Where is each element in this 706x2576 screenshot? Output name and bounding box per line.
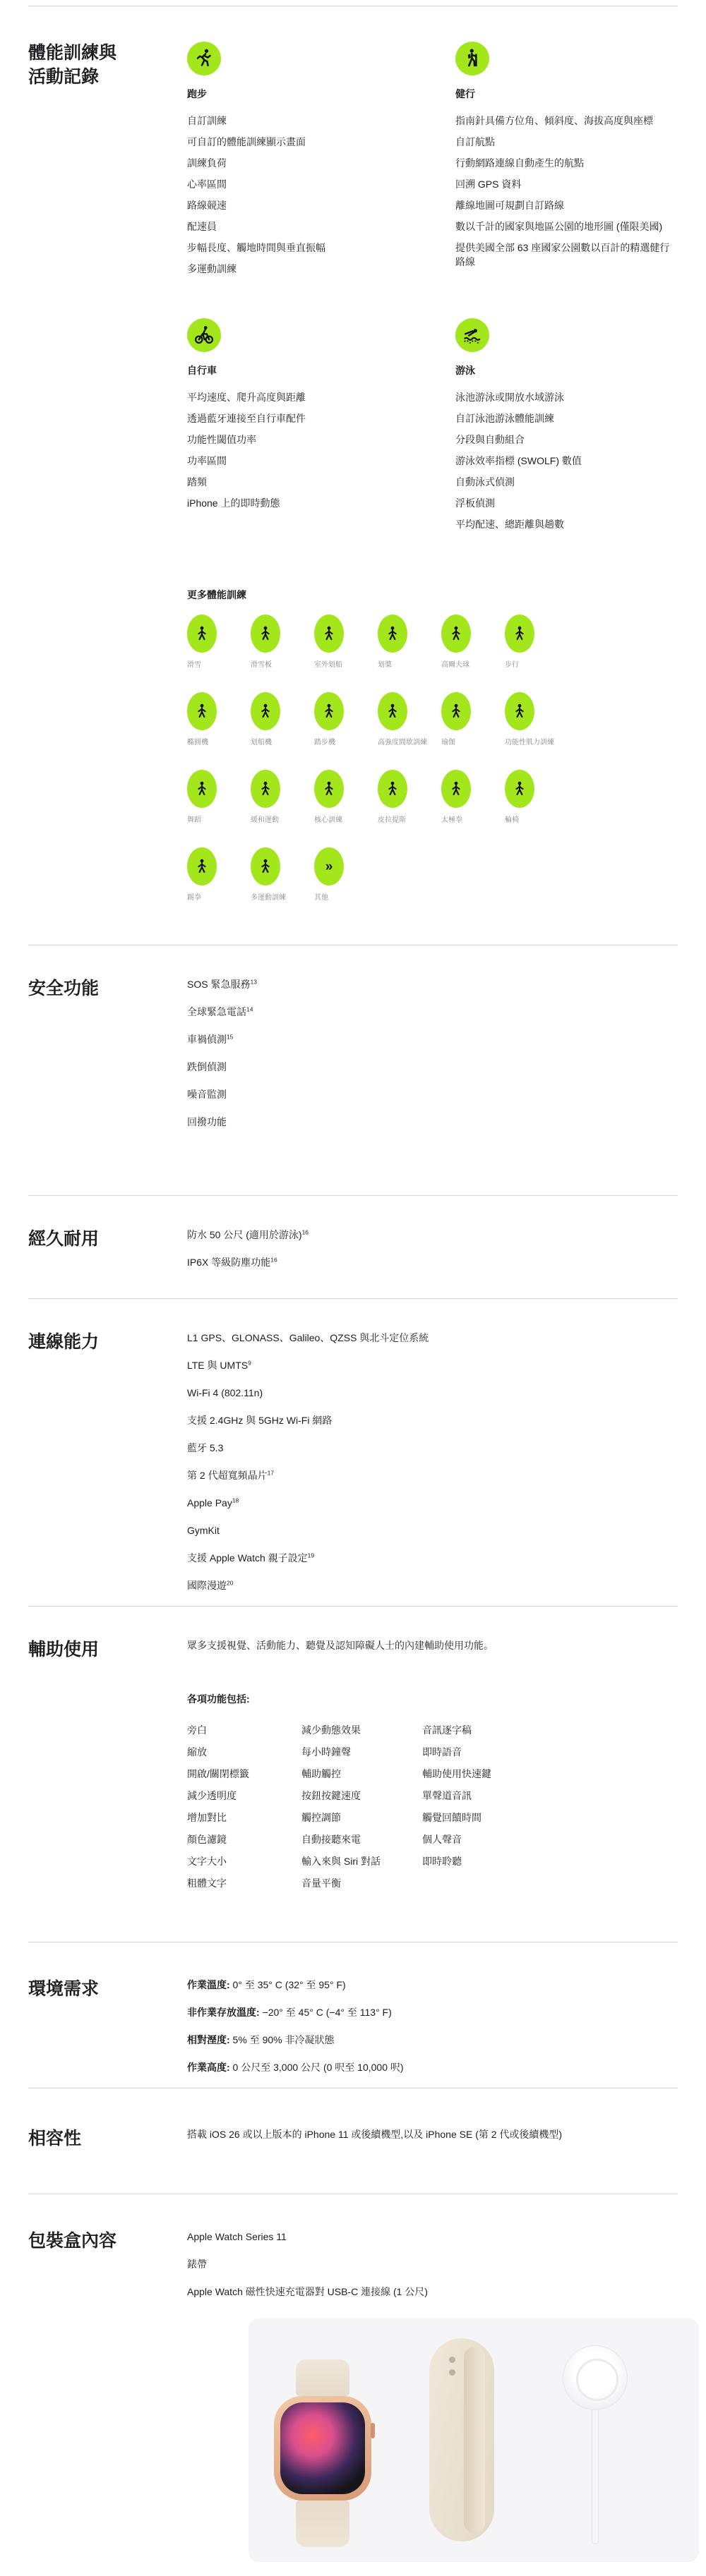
workout-type <box>441 692 505 747</box>
workout-type <box>505 692 568 747</box>
workout-feature: 泳池游泳或開放水域游泳 <box>455 392 564 403</box>
environment-list <box>187 1978 678 2088</box>
section-compatibility <box>28 2088 678 2194</box>
accessibility-feature: 縮放 <box>187 1746 207 1758</box>
workout-type-label: 瑜伽 <box>441 739 455 746</box>
workout-type-label: 緩和運動 <box>251 816 279 824</box>
safety-list <box>187 977 678 1142</box>
paddling-icon <box>378 615 407 653</box>
workout-feature-list <box>187 114 455 276</box>
durability-list <box>187 1228 678 1283</box>
accessibility-feature: 增加對比 <box>187 1812 227 1823</box>
box-item: Apple Watch 磁性快速充電器對 USB-C 連接線 (1 公尺) <box>187 2285 428 2297</box>
spec-item: GymKit <box>187 1525 220 1536</box>
workout-type-label: 功能性肌力訓練 <box>505 739 554 746</box>
workout-feature-list <box>455 390 678 531</box>
accessibility-column-2 <box>301 1723 422 1898</box>
spec-item: 跌倒偵測 <box>187 1061 227 1072</box>
workout-type-label: 舞蹈 <box>187 816 201 824</box>
accessibility-feature: 按鈕按鍵速度 <box>301 1790 361 1801</box>
walking-icon <box>505 615 534 653</box>
kickboxing-icon <box>187 847 217 885</box>
core-training-icon <box>314 770 344 808</box>
section-durability <box>28 1195 678 1298</box>
accessibility-feature: 即時聆聽 <box>422 1856 462 1867</box>
other-icon: » <box>314 847 344 885</box>
watch-case <box>274 2396 371 2501</box>
section-title-safety: 安全功能 <box>28 979 100 998</box>
outdoor-rowing-icon <box>314 615 344 653</box>
accessibility-grid <box>187 1723 678 1898</box>
hiit-icon <box>378 692 407 730</box>
workout-feature-list <box>455 114 678 269</box>
workout-group-running <box>187 42 455 283</box>
in-box-product-image <box>249 2318 699 2562</box>
environment-spec: 作業高度: 0 公尺至 3,000 公尺 (0 呎至 10,000 呎) <box>187 2062 404 2073</box>
ski-icon <box>187 615 217 653</box>
workout-feature: 心率區間 <box>187 179 227 190</box>
accessibility-feature: 個人聲音 <box>422 1834 462 1845</box>
spec-item: 車禍偵測$^{15}$ <box>187 1033 234 1045</box>
workout-type-label: 室外划船 <box>314 661 342 669</box>
workout-type <box>441 615 505 670</box>
footnote-marker: 19 <box>307 1552 315 1559</box>
workout-feature: 回溯 GPS 資料 <box>455 179 522 190</box>
accessibility-column-1 <box>187 1723 301 1898</box>
snowboard-icon <box>251 615 280 653</box>
workout-group-swimming <box>455 318 678 538</box>
workout-feature: iPhone 上的即時動態 <box>187 497 280 509</box>
connectivity-list <box>187 1331 678 1606</box>
section-environment <box>28 1942 678 2088</box>
wheelchair-icon <box>505 770 534 808</box>
spec-item: LTE 與 UMTS$^9$ <box>187 1359 251 1371</box>
apple-watch-image <box>274 2359 371 2547</box>
workout-type <box>251 770 314 825</box>
accessibility-feature: 觸控調節 <box>301 1812 341 1823</box>
band-image <box>429 2338 494 2541</box>
spec-item: SOS 緊急服務$^{13}$ <box>187 978 257 990</box>
workout-feature: 指南針具備方位角、傾斜度、海拔高度與座標 <box>455 115 653 126</box>
workout-group-title: 自行車 <box>187 365 217 376</box>
elliptical-icon <box>187 692 217 730</box>
section-accessibility <box>28 1606 678 1942</box>
spec-item: 回撥功能 <box>187 1116 227 1127</box>
workout-feature: 功能性閾值功率 <box>187 434 256 445</box>
section-title-in-box: 包裝盒內容 <box>28 2230 117 2251</box>
footnote-marker: 16 <box>270 1256 277 1264</box>
accessibility-feature: 自動接聽來電 <box>301 1834 361 1845</box>
workout-type <box>187 847 251 902</box>
section-title-workouts: 體能訓練與活動記錄 <box>28 43 117 87</box>
more-workouts-grid <box>187 615 678 902</box>
workout-group-cycling <box>187 318 455 538</box>
workout-feature: 平均配速、總距離與趟數 <box>455 519 564 530</box>
yoga-icon <box>441 692 471 730</box>
digital-crown <box>371 2423 375 2438</box>
spec-item: 支援 Apple Watch 親子設定$^{19}$ <box>187 1552 315 1564</box>
workout-type <box>187 770 251 825</box>
footnote-marker: 14 <box>246 1005 253 1013</box>
workout-feature: 透過藍牙連接至自行車配件 <box>187 413 306 424</box>
footnote-marker: 20 <box>227 1579 234 1587</box>
footnote-marker: 17 <box>267 1469 275 1477</box>
accessibility-feature: 輸入來與 Siri 對話 <box>301 1856 381 1867</box>
workout-type <box>187 692 251 747</box>
workout-type-label: 踏步機 <box>314 739 335 746</box>
workout-feature: 自訂泳池游泳體能訓練 <box>455 413 554 424</box>
cooldown-icon <box>251 770 280 808</box>
workout-type <box>314 692 378 747</box>
accessibility-feature: 每小時鐘聲 <box>301 1746 351 1758</box>
box-item: 錶帶 <box>187 2258 207 2270</box>
band-pin <box>449 2369 455 2376</box>
section-workouts <box>28 6 678 945</box>
spec-item: L1 GPS、GLONASS、Galileo、QZSS 與北斗定位系統 <box>187 1332 429 1343</box>
workout-type-label: 滑雪板 <box>251 661 272 669</box>
spec-item: IP6X 等級防塵功能$^{16}$ <box>187 1256 277 1268</box>
workout-type <box>187 615 251 670</box>
workout-type-label: 太極拳 <box>441 816 462 824</box>
workout-feature: 功率區間 <box>187 455 227 466</box>
more-workouts <box>187 588 678 902</box>
workout-type-label: 橢圓機 <box>187 739 208 746</box>
hiking-icon <box>455 42 489 75</box>
section-title-compatibility: 相容性 <box>28 2129 82 2148</box>
watch-band-bottom <box>296 2501 349 2547</box>
workout-type <box>441 770 505 825</box>
accessibility-intro: 眾多支援視覺、活動能力、聽覺及認知障礙人士的內建輔助使用功能。 <box>187 1640 493 1651</box>
footnote-marker: 16 <box>301 1228 309 1236</box>
workout-type-label: 划船機 <box>251 739 272 746</box>
workout-feature: 游泳效率指標 (SWOLF) 數值 <box>455 455 582 466</box>
footnote-marker: 15 <box>227 1033 234 1041</box>
environment-spec: 作業溫度: 0° 至 35° C (32° 至 95° F) <box>187 1979 346 1990</box>
workout-type <box>251 615 314 670</box>
cycling-icon <box>187 318 221 352</box>
workout-feature: 踏頻 <box>187 476 207 488</box>
dance-icon <box>187 770 217 808</box>
tai-chi-icon <box>441 770 471 808</box>
stair-stepper-icon <box>314 692 344 730</box>
workout-type-label: 核心訓練 <box>314 816 342 824</box>
charger-puck <box>563 2345 628 2410</box>
accessibility-feature: 單聲道音訊 <box>422 1790 472 1801</box>
workout-feature: 數以千計的國家與地區公園的地形圖 (僅限美國) <box>455 221 663 232</box>
box-item: Apple Watch Series 11 <box>187 2230 287 2242</box>
workout-type <box>314 847 378 902</box>
workout-type-label: 輪椅 <box>505 816 519 824</box>
spec-item: 藍牙 5.3 <box>187 1442 224 1453</box>
spec-item: 噪音監測 <box>187 1089 227 1100</box>
workout-group-hiking <box>455 42 678 283</box>
workout-feature: 分段與自動組合 <box>455 434 525 445</box>
accessibility-feature: 開啟/關閉標籤 <box>187 1768 249 1779</box>
workout-feature: 訓練負荷 <box>187 157 227 169</box>
workout-type <box>378 770 441 825</box>
spec-item: 全球緊急電話$^{14}$ <box>187 1005 253 1017</box>
accessibility-subtitle: 各項功能包括: <box>187 1693 250 1705</box>
swimming-icon <box>455 318 489 352</box>
workout-feature: 步幅長度、觸地時間與垂直振幅 <box>187 242 325 253</box>
workout-feature: 多運動訓練 <box>187 263 237 274</box>
workout-type <box>378 615 441 670</box>
accessibility-feature: 觸覺回饋時間 <box>422 1812 481 1823</box>
accessibility-column-3 <box>422 1723 678 1898</box>
workout-type-label: 皮拉提斯 <box>378 816 406 824</box>
pilates-icon <box>378 770 407 808</box>
workout-type-label: 多運動訓練 <box>251 894 286 902</box>
workout-feature: 行動網路連線自動產生的航點 <box>455 157 584 169</box>
section-safety <box>28 945 678 1195</box>
workout-type <box>505 615 568 670</box>
environment-spec: 相對溼度: 5% 至 90% 非冷凝狀態 <box>187 2034 335 2045</box>
workout-type <box>314 770 378 825</box>
accessibility-feature: 文字大小 <box>187 1856 227 1867</box>
accessibility-feature: 減少動態效果 <box>301 1724 361 1736</box>
compatibility-text: 搭載 iOS 26 或以上版本的 iPhone 11 或後續機型,以及 iPhone SE (第 2 代或後續機型) <box>187 2129 563 2140</box>
workout-group-title: 游泳 <box>455 365 475 376</box>
footnote-marker: 13 <box>250 978 257 986</box>
footnote-marker: 18 <box>232 1496 239 1504</box>
multisport-icon <box>251 847 280 885</box>
section-connectivity <box>28 1298 678 1606</box>
workout-feature: 自訂航點 <box>455 136 495 147</box>
workout-type <box>251 692 314 747</box>
watch-band-top <box>296 2359 349 2396</box>
accessibility-feature: 輔助使用快速鍵 <box>422 1768 491 1779</box>
workout-feature: 路線競速 <box>187 200 227 211</box>
charger-cable <box>592 2405 599 2544</box>
spec-item: Wi-Fi 4 (802.11n) <box>187 1387 263 1398</box>
workout-type-label: 步行 <box>505 661 519 669</box>
section-title-connectivity: 連線能力 <box>28 1332 100 1352</box>
section-in-box <box>28 2194 678 2576</box>
in-box-list <box>187 2230 681 2299</box>
environment-spec: 非作業存放溫度: −20° 至 45° C (−4° 至 113° F) <box>187 2007 392 2018</box>
more-workouts-title: 更多體能訓練 <box>187 589 246 600</box>
workout-type-label: 高強度間歇訓練 <box>378 739 427 746</box>
workout-feature: 浮板偵測 <box>455 497 495 509</box>
workout-feature: 可自訂的體能訓練顯示畫面 <box>187 136 306 147</box>
workout-feature: 平均速度、爬升高度與距離 <box>187 392 306 403</box>
workout-group-title: 健行 <box>455 88 475 99</box>
spec-item: 第 2 代超寬頻晶片$^{17}$ <box>187 1469 275 1481</box>
running-icon <box>187 42 221 75</box>
workout-type-label: 其他 <box>314 894 328 902</box>
accessibility-feature: 粗體文字 <box>187 1877 227 1889</box>
section-title-durability: 經久耐用 <box>28 1229 100 1249</box>
section-title-accessibility: 輔助使用 <box>28 1640 100 1659</box>
band-pin <box>449 2357 455 2363</box>
workout-feature: 離線地圖可規劃自訂路線 <box>455 200 564 211</box>
accessibility-feature: 音量平衡 <box>301 1877 341 1889</box>
workout-type-label: 划槳 <box>378 661 392 669</box>
footnote-marker: 9 <box>248 1359 251 1367</box>
workout-feature: 提供美國全部 63 座國家公園數以百計的精選健行路線 <box>455 242 670 267</box>
section-title-environment: 環境需求 <box>28 1979 100 1999</box>
workout-type-label: 滑雪 <box>187 661 201 669</box>
rowing-machine-icon <box>251 692 280 730</box>
spec-item: 防水 50 公尺 (適用於游泳)$^{16}$ <box>187 1228 309 1240</box>
workout-feature: 配速員 <box>187 221 217 232</box>
spec-item: 支援 2.4GHz 與 5GHz Wi-Fi 網路 <box>187 1415 333 1426</box>
workout-type <box>378 692 441 747</box>
workout-type <box>251 847 314 902</box>
workout-type-label: 踢拳 <box>187 894 201 902</box>
workout-feature-list <box>187 390 455 510</box>
workout-type-label: 高爾夫球 <box>441 661 469 669</box>
workout-feature: 自動泳式偵測 <box>455 476 515 488</box>
workout-type <box>314 615 378 670</box>
watch-screen <box>280 2402 365 2494</box>
accessibility-feature: 音訊逐字稿 <box>422 1724 472 1736</box>
workout-type <box>505 770 568 825</box>
charger-image <box>545 2340 651 2544</box>
golf-icon <box>441 615 471 653</box>
accessibility-feature: 輔助觸控 <box>301 1768 341 1779</box>
accessibility-feature: 顏色濾鏡 <box>187 1834 227 1845</box>
spec-item: 國際漫遊$^{20}$ <box>187 1579 234 1591</box>
accessibility-feature: 旁白 <box>187 1724 207 1736</box>
spec-item: Apple Pay$^{18}$ <box>187 1496 239 1508</box>
accessibility-feature: 即時語音 <box>422 1746 462 1758</box>
workout-group-title: 跑步 <box>187 88 207 99</box>
accessibility-feature: 減少透明度 <box>187 1790 237 1801</box>
functional-strength-icon <box>505 692 534 730</box>
workout-feature: 自訂訓練 <box>187 115 227 126</box>
